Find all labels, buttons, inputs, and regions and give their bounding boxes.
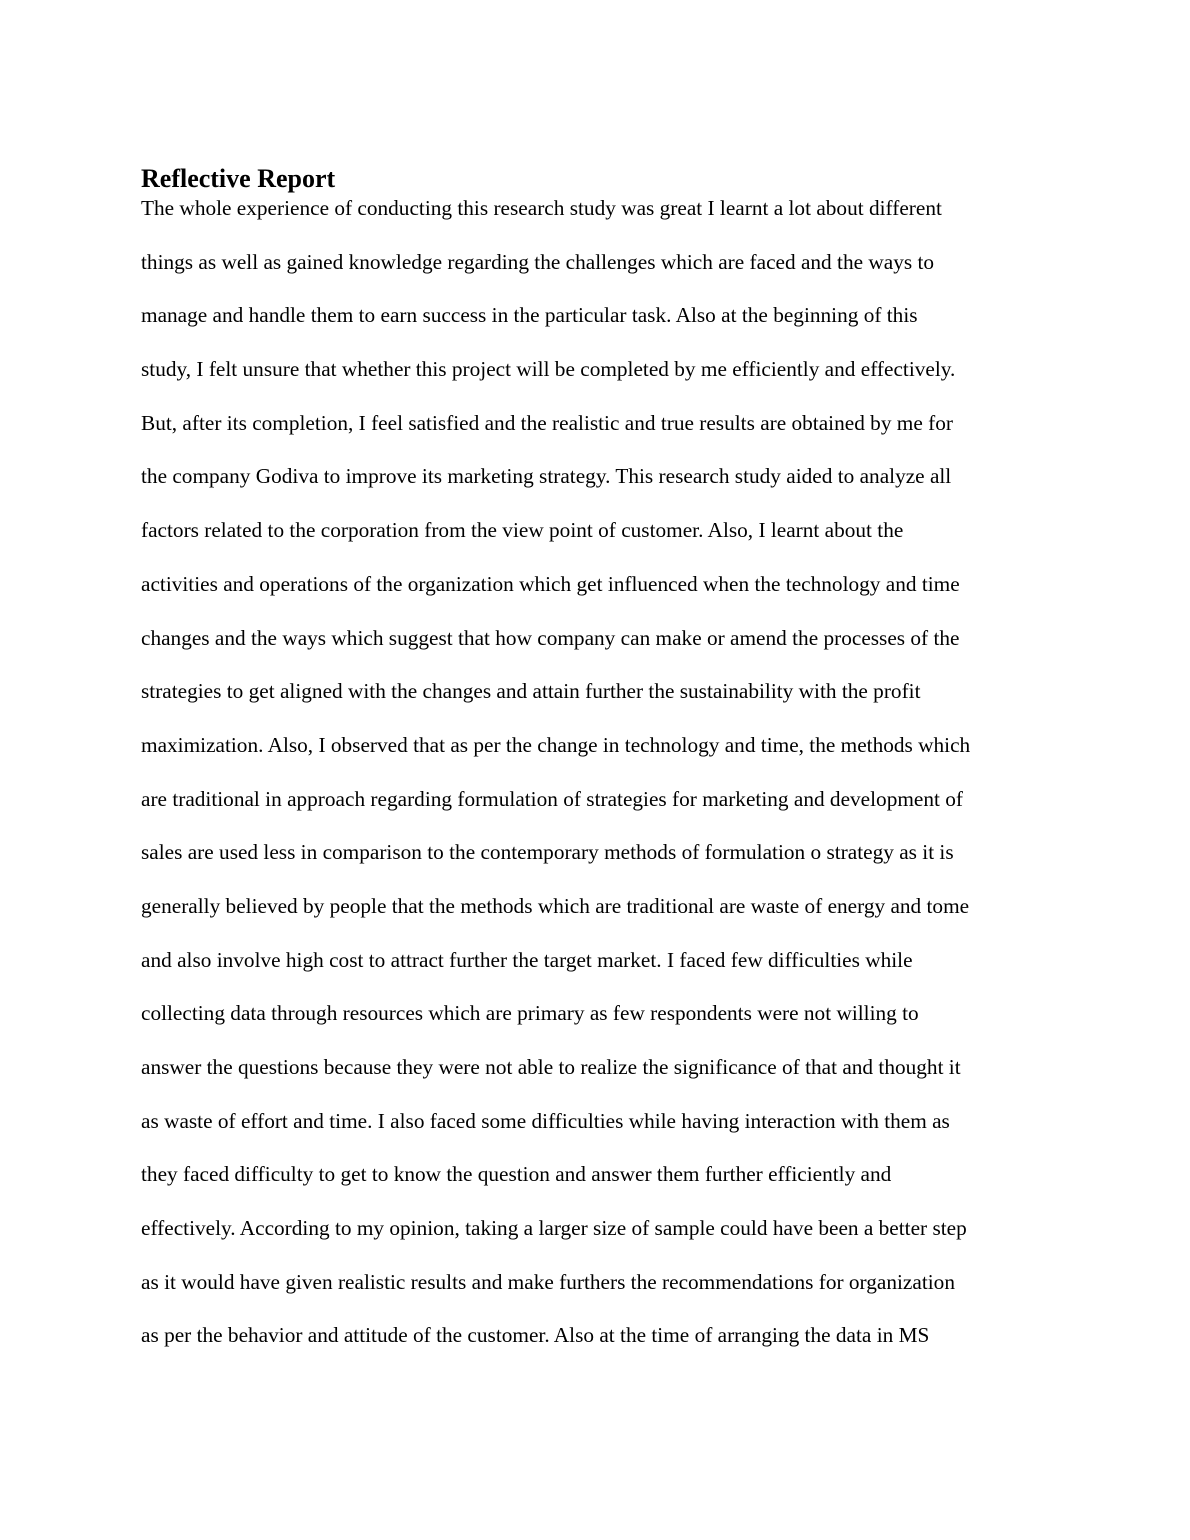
- report-heading: Reflective Report: [141, 164, 336, 193]
- report-body: [141, 193, 1081, 1374]
- text-line: collecting data through resources which are primary as few respondents were not willing to: [141, 1001, 919, 1026]
- text-line: sales are used less in comparison to the contemporary methods of formulation o strategy as it is: [141, 840, 954, 865]
- text-line: maximization. Also, I observed that as per the change in technology and time, the methods which: [141, 732, 971, 757]
- text-line: as waste of effort and time. I also faced some difficulties while having interaction with them as: [141, 1108, 950, 1133]
- text-line: things as well as gained knowledge regarding the challenges which are faced and the ways to: [141, 249, 935, 274]
- text-line: effectively. According to my opinion, taking a larger size of sample could have been a better step: [141, 1216, 967, 1241]
- text-line: and also involve high cost to attract further the target market. I faced few difficulties while: [141, 947, 913, 972]
- text-line: manage and handle them to earn success in the particular task. Also at the beginning of this: [141, 303, 918, 328]
- text-line: are traditional in approach regarding formulation of strategies for marketing and development of: [141, 786, 963, 811]
- text-line: But, after its completion, I feel satisfied and the realistic and true results are obtained by me for: [141, 410, 953, 435]
- text-line: answer the questions because they were not able to realize the significance of that and thought it: [141, 1055, 961, 1079]
- text-line: The whole experience of conducting this research study was great I learnt a lot about different: [141, 196, 942, 220]
- text-line: they faced difficulty to get to know the question and answer them further efficiently and: [141, 1162, 892, 1187]
- text-line: factors related to the corporation from the view point of customer. Also, I learnt about the: [141, 518, 904, 543]
- text-line: changes and the ways which suggest that how company can make or amend the processes of the: [141, 625, 960, 650]
- text-line: as it would have given realistic results and make furthers the recommendations for organization: [141, 1269, 955, 1294]
- text-line: strategies to get aligned with the changes and attain further the sustainability with the profit: [141, 679, 921, 704]
- text-line: study, I felt unsure that whether this project will be completed by me efficiently and effectively.: [141, 357, 956, 382]
- text-line: as per the behavior and attitude of the customer. Also at the time of arranging the data in MS: [141, 1323, 930, 1348]
- text-line: activities and operations of the organization which get influenced when the technology and time: [141, 571, 960, 596]
- text-line: generally believed by people that the methods which are traditional are waste of energy and tome: [141, 893, 970, 918]
- text-line: the company Godiva to improve its marketing strategy. This research study aided to analyze all: [141, 464, 952, 489]
